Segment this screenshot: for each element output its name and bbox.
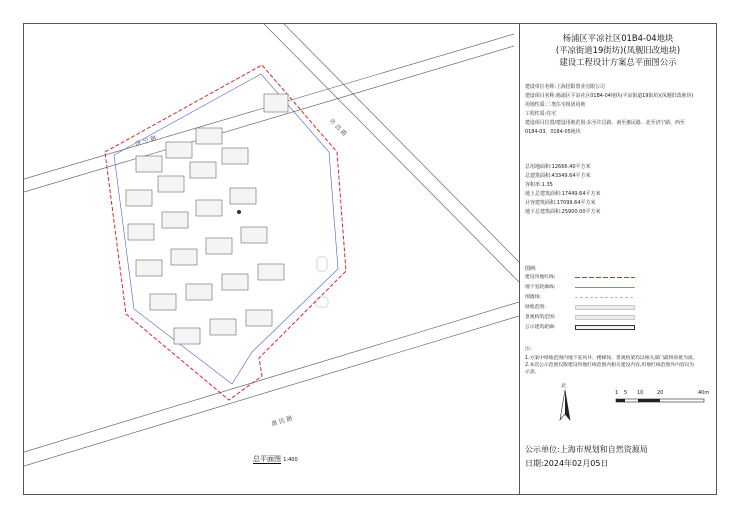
building-footprint [150,294,176,310]
legend-item-wall [525,294,705,302]
building-footprint [258,264,284,280]
building-footprint [196,200,222,216]
building-footprint [264,94,288,112]
building-group [126,94,288,344]
building-footprint [158,176,184,192]
footer-date: 日期:2024年02月05日 [525,459,609,468]
stat-underground-area: 地下总建筑面积:25900.00平方米 [525,209,601,215]
building-footprint [186,284,212,300]
stat-counted-area: 计容建筑面积:17099.64平方米 [525,200,596,206]
scale-bar [615,390,710,410]
landscape-elements [237,210,328,307]
landscape-swatch [575,315,635,320]
legend-item-basement [525,284,705,292]
legend-heading: 图例: [525,266,537,272]
title-line-1: 杨浦区平凉社区01B4-04地块 [562,33,674,43]
stat-total-floor-area: 总建筑面积:43349.64平方米 [525,173,591,179]
road-lines [24,24,519,466]
footer-unit: 公示单位:上海市规划和自然资源局 [525,445,648,454]
legend-item-building [525,324,705,332]
scale-tick-label: 20 [657,390,664,396]
road-label-north: 济 宁 路 [134,134,158,148]
legend-label: 公示建筑轮廓: [525,325,556,330]
stat-total-land-area: 总用地面积:12666.40平方米 [525,164,591,170]
drawing-sheet [23,23,717,495]
building-footprint [246,310,272,326]
building-footprint [190,162,216,178]
building-footprint [174,328,200,344]
building-footprint [222,148,248,164]
green-swatch [575,305,635,310]
legend-label: 围墙线: [525,295,542,300]
scale-tick-label: 5 [624,390,628,396]
building-footprint [128,224,154,240]
building-footprint [230,188,256,204]
basement-swatch [575,285,635,290]
note-line-1: 1.方案中绿地范围内地下室风井、楼梯间、景观构架均以相关部门最终审批为准。 [525,356,698,361]
building-footprint [241,227,267,243]
legend-label: 建设用地红线: [525,275,556,280]
building-footprint [206,238,232,254]
plan-title-ratio: 1:400 [283,457,298,463]
legend-label: 绿地范围: [525,305,546,310]
project-info-3: 用地性质:二类住宅组团用地 [525,102,586,108]
project-info-6: 0184-03、0184-05地块 [525,129,581,135]
site-plan [24,24,519,494]
building-footprint [126,190,152,206]
legend-item-landscape [525,314,705,322]
project-info-5: 建设项目位置/建设用地范围:东至许昌路、南至惠民路、北至济宁路、西至 [525,120,685,126]
project-info-1: 建设单位名称:上海招阳置业有限公司 [525,84,605,90]
note-line-3: 示意。 [525,370,540,375]
north-label: 北 [561,383,567,389]
scale-tick-label: 1 [615,390,619,396]
building-footprint [136,260,162,276]
redline-swatch [575,275,635,280]
project-info-2: 建设项目名称:杨浦区平凉社区01B4-04地块(平凉街道19街坊)(凤舰旧改地块) [525,93,694,99]
stat-above-ground-area: 地上总建筑面积:17449.64平方米 [525,191,601,197]
title-line-3: 建设工程设计方案总平面图公示 [559,57,677,67]
road-label-south: 惠 民 路 [270,414,294,428]
note-line-2: 2.本次公示范围仅限建设用地红线范围内相关建设内容,用地红线范围外内容仅为 [525,363,695,368]
stat-plot-ratio: 容积率:1.35 [525,182,553,188]
project-info-4: 工程性质:住宅 [525,111,556,117]
road-label-east: 许 昌 路 [327,117,348,138]
building-footprint [171,249,197,265]
notes-heading: 注: [525,347,532,352]
north-arrow [558,382,572,422]
building-footprint [196,128,222,144]
scale-tick-label: 40m [698,390,710,396]
building-footprint [166,142,192,158]
plan-title [253,454,298,464]
legend-label: 景观构筑范围: [525,315,556,320]
title-line-2: (平凉街道19街坊)(凤舰旧改地块) [555,45,681,55]
building-footprint [162,212,188,228]
building-footprint [222,274,248,290]
building-footprint [210,319,236,335]
legend-label: 地下室轮廓线: [525,285,556,290]
legend-item-green [525,304,705,312]
wall-swatch [575,295,635,300]
building-footprint [136,156,162,172]
scale-bar-icon [615,398,710,406]
plan-title-main: 总平面图 [253,455,281,463]
north-arrow-icon [558,390,572,422]
info-panel [520,24,716,494]
site-plan-svg [24,24,519,494]
legend-item-redline [525,274,705,282]
scale-tick-label: 10 [637,390,644,396]
building-swatch [575,325,635,330]
